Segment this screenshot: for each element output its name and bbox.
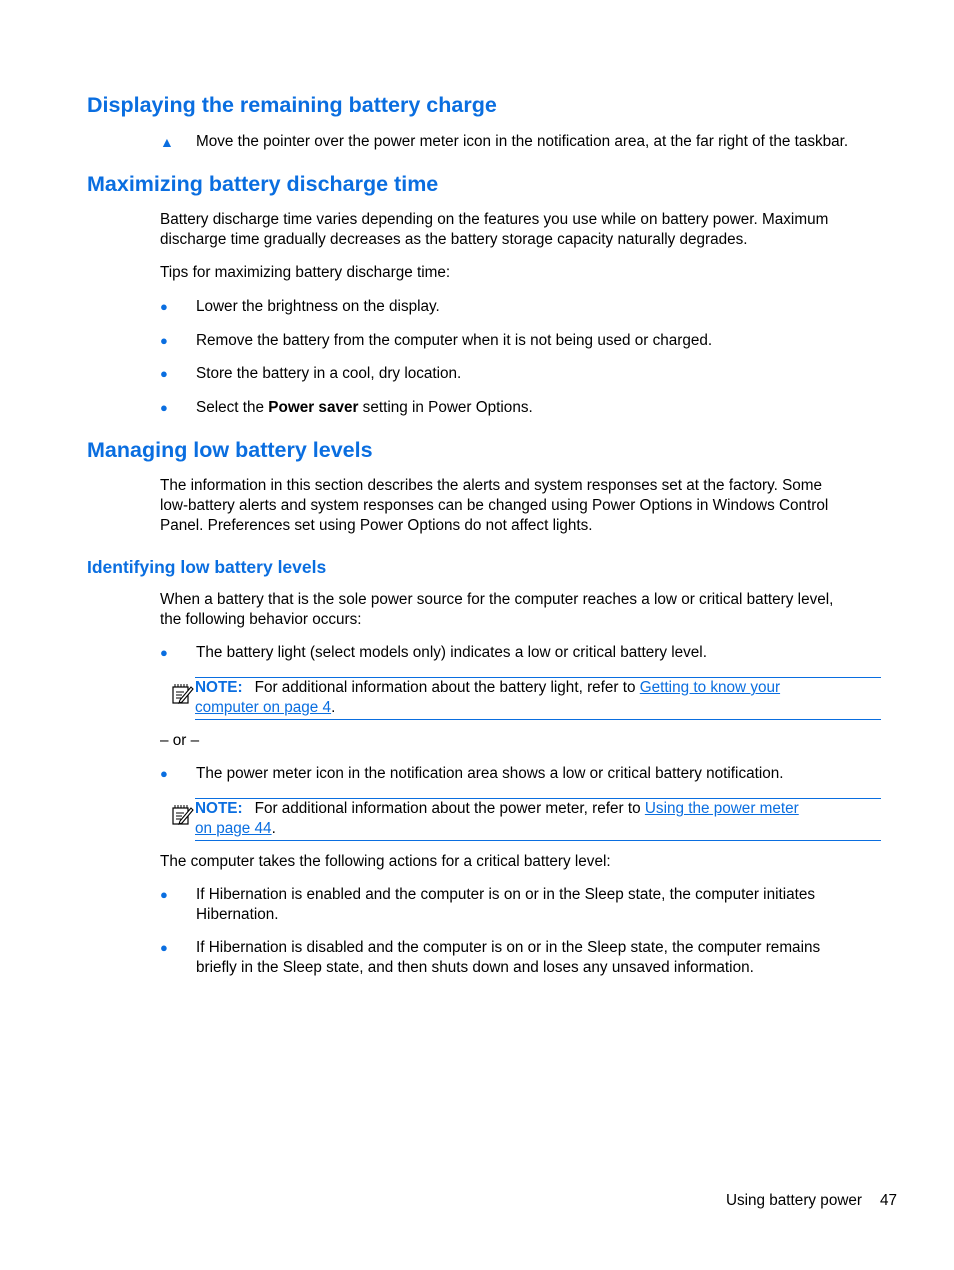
heading-maximizing-battery-discharge-time: Maximizing battery discharge time — [87, 172, 439, 196]
action-text — [196, 885, 886, 925]
action-text — [196, 938, 886, 978]
low-battery-paragraph — [160, 476, 885, 536]
bullet-dot-icon: ● — [160, 940, 168, 955]
note-end-punctuation: . — [331, 699, 336, 716]
tip-text — [196, 398, 886, 418]
action-line: Hibernation. — [196, 906, 279, 923]
note-pad-icon — [170, 681, 194, 705]
page-footer — [700, 1191, 897, 1211]
discharge-intro-line: discharge time gradually decreases as the battery storage capacity naturally degrades. — [160, 231, 748, 248]
page-number: 47 — [879, 1192, 897, 1209]
note-box — [195, 798, 881, 841]
behavior-text: The power meter icon in the notification area shows a low or critical battery notification. — [196, 765, 784, 782]
paragraph-line: the following behavior occurs: — [160, 611, 362, 628]
step-text: Move the pointer over the power meter icon in the notification area, at the far right of the taskbar. — [196, 133, 849, 150]
bullet-dot-icon: ● — [160, 400, 168, 415]
paragraph-line: Panel. Preferences set using Power Options do not affect lights. — [160, 517, 593, 534]
paragraph-line: When a battery that is the sole power source for the computer reaches a low or critical battery level, — [160, 591, 834, 608]
note-box — [195, 677, 881, 720]
heading-managing-low-battery-levels: Managing low battery levels — [87, 438, 373, 462]
heading-displaying-remaining-battery-charge: Displaying the remaining battery charge — [87, 93, 497, 117]
note-label: NOTE: — [195, 679, 243, 696]
actions-intro: The computer takes the following actions for a critical battery level: — [160, 853, 611, 870]
bullet-dot-icon: ● — [160, 645, 168, 660]
behavior-text: The battery light (select models only) indicates a low or critical battery level. — [196, 644, 707, 661]
bullet-dot-icon: ● — [160, 333, 168, 348]
tip-text: Remove the battery from the computer when it is not being used or charged. — [196, 332, 713, 349]
paragraph-line: low-battery alerts and system responses can be changed using Power Options in Windows Control — [160, 497, 829, 514]
note-pad-icon — [170, 802, 194, 826]
link-text: computer on page 4 — [195, 699, 332, 716]
tip-text: Lower the brightness on the display. — [196, 298, 440, 315]
note-label: NOTE: — [195, 800, 243, 817]
link-text: Using the power meter — [644, 800, 799, 817]
link-text: Getting to know your — [639, 679, 781, 696]
note-text: For additional information about the battery light, refer to — [254, 679, 640, 696]
heading-identifying-low-battery-levels: Identifying low battery levels — [87, 557, 327, 577]
action-line: If Hibernation is enabled and the computer is on or in the Sleep state, the computer initiates — [196, 886, 816, 903]
action-line: If Hibernation is disabled and the computer is on or in the Sleep state, the computer remains — [196, 939, 821, 956]
bullet-dot-icon: ● — [160, 766, 168, 781]
action-line: briefly in the Sleep state, and then shuts down and loses any unsaved information. — [196, 959, 754, 976]
note-text: For additional information about the power meter, refer to — [254, 800, 645, 817]
bullet-dot-icon: ● — [160, 299, 168, 314]
paragraph-line: The information in this section describes the alerts and system responses set at the factory. Some — [160, 477, 823, 494]
triangle-bullet-icon: ▲ — [160, 134, 174, 150]
link-text: on page 44 — [195, 820, 272, 837]
discharge-intro-paragraph — [160, 210, 885, 250]
identifying-intro-paragraph — [160, 590, 885, 630]
tip-text: Store the battery in a cool, dry location. — [196, 365, 462, 382]
tip-text-suffix: setting in Power Options. — [358, 399, 533, 416]
bullet-dot-icon: ● — [160, 887, 168, 902]
or-separator: – or – — [160, 732, 200, 749]
tip-text-prefix: Select the — [196, 399, 269, 416]
tips-intro: Tips for maximizing battery discharge time: — [160, 264, 451, 281]
note-end-punctuation: . — [271, 820, 276, 837]
bullet-dot-icon: ● — [160, 366, 168, 381]
footer-section-title: Using battery power — [725, 1192, 862, 1209]
discharge-intro-line: Battery discharge time varies depending on the features you use while on battery power. Maximum — [160, 211, 829, 228]
power-saver-term: Power saver — [268, 399, 359, 416]
